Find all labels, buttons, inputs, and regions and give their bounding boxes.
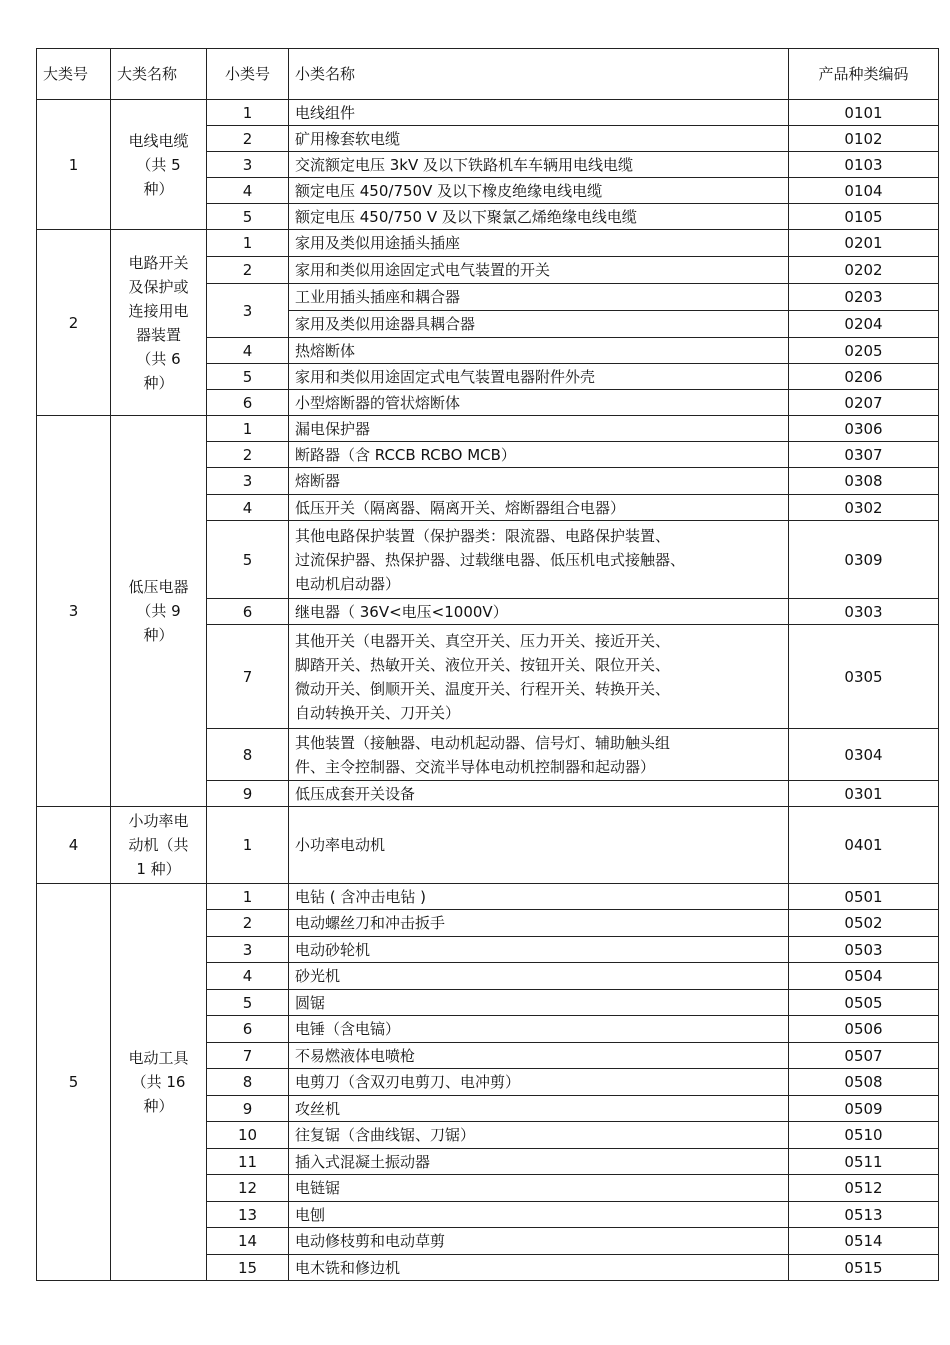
subcategory-number: 3 [207,468,289,495]
product-code: 0503 [789,937,939,963]
subcategory-number: 4 [207,338,289,364]
subcategory-number: 2 [207,126,289,152]
product-code: 0206 [789,364,939,390]
product-code: 0305 [789,625,939,729]
category-name: 电动工具 （共 16 种） [111,884,207,1281]
header-cat-name: 大类名称 [111,49,207,100]
subcategory-name: 圆锯 [289,990,789,1016]
subcategory-number: 8 [207,729,289,781]
subcategory-name: 其他开关（电器开关、真空开关、压力开关、接近开关、 脚踏开关、热敏开关、液位开关、按钮开关、限位开关、 微动开关、倒顺开关、温度开关、行程开关、转换开关、 自动转换开关、刀开关） [289,625,789,729]
table-row [37,230,939,257]
subcategory-number: 4 [207,178,289,204]
subcategory-name: 攻丝机 [289,1096,789,1122]
product-code: 0304 [789,729,939,781]
subcategory-name: 小功率电动机 [289,807,789,884]
category-name: 电路开关 及保护或 连接用电 器装置 （共 6 种） [111,230,207,416]
subcategory-name: 低压成套开关设备 [289,781,789,807]
product-category-table [36,48,939,1281]
subcategory-number: 5 [207,364,289,390]
subcategory-number: 5 [207,521,289,599]
subcategory-name: 其他电路保护装置（保护器类：限流器、电路保护装置、 过流保护器、热保护器、过载继电器、低压机电式接触器、 电动机启动器） [289,521,789,599]
subcategory-name: 家用和类似用途固定式电气装置电器附件外壳 [289,364,789,390]
subcategory-name: 电刨 [289,1202,789,1228]
subcategory-name: 往复锯（含曲线锯、刀锯） [289,1122,789,1149]
subcategory-number: 4 [207,963,289,990]
subcategory-number: 11 [207,1149,289,1175]
subcategory-number: 2 [207,257,289,284]
table-row [37,100,939,126]
subcategory-name: 家用及类似用途器具耦合器 [289,311,789,338]
category-number: 5 [37,884,111,1281]
subcategory-number: 7 [207,1043,289,1069]
subcategory-name: 电锤（含电镐） [289,1016,789,1043]
subcategory-name: 家用及类似用途插头插座 [289,230,789,257]
category-name: 低压电器 （共 9 种） [111,416,207,807]
product-code: 0508 [789,1069,939,1096]
category-number: 2 [37,230,111,416]
subcategory-name: 电剪刀（含双刃电剪刀、电冲剪） [289,1069,789,1096]
product-code: 0302 [789,495,939,521]
table-row [37,884,939,910]
product-code: 0507 [789,1043,939,1069]
subcategory-number: 6 [207,599,289,625]
subcategory-number: 2 [207,442,289,468]
product-code: 0307 [789,442,939,468]
subcategory-number: 1 [207,807,289,884]
subcategory-name: 砂光机 [289,963,789,990]
subcategory-name: 电木铣和修边机 [289,1255,789,1281]
product-code: 0103 [789,152,939,178]
product-code: 0204 [789,311,939,338]
subcategory-name: 熔断器 [289,468,789,495]
product-code: 0506 [789,1016,939,1043]
header-sub-name: 小类名称 [289,49,789,100]
product-code: 0505 [789,990,939,1016]
subcategory-number: 2 [207,910,289,937]
subcategory-number: 6 [207,1016,289,1043]
product-code: 0201 [789,230,939,257]
subcategory-name: 断路器（含 RCCB RCBO MCB） [289,442,789,468]
category-number: 1 [37,100,111,230]
product-code: 0401 [789,807,939,884]
subcategory-number: 15 [207,1255,289,1281]
product-code: 0203 [789,284,939,311]
product-code: 0502 [789,910,939,937]
subcategory-name: 小型熔断器的管状熔断体 [289,390,789,416]
subcategory-name: 额定电压 450/750 V 及以下聚氯乙烯绝缘电线电缆 [289,204,789,230]
subcategory-name: 交流额定电压 3kV 及以下铁路机车车辆用电线电缆 [289,152,789,178]
subcategory-name: 电动螺丝刀和冲击扳手 [289,910,789,937]
subcategory-number: 9 [207,1096,289,1122]
product-code: 0513 [789,1202,939,1228]
subcategory-name: 电钻 ( 含冲击电钻 ) [289,884,789,910]
subcategory-name: 家用和类似用途固定式电气装置的开关 [289,257,789,284]
subcategory-name: 电动砂轮机 [289,937,789,963]
subcategory-name: 电动修枝剪和电动草剪 [289,1228,789,1255]
subcategory-number: 3 [207,284,289,338]
subcategory-number: 4 [207,495,289,521]
subcategory-number: 1 [207,884,289,910]
subcategory-name: 电线组件 [289,100,789,126]
product-code: 0102 [789,126,939,152]
product-code: 0509 [789,1096,939,1122]
subcategory-number: 13 [207,1202,289,1228]
subcategory-number: 10 [207,1122,289,1149]
header-sub-no: 小类号 [207,49,289,100]
product-code: 0309 [789,521,939,599]
product-code: 0308 [789,468,939,495]
category-number: 3 [37,416,111,807]
subcategory-number: 6 [207,390,289,416]
category-name: 电线电缆 （共 5 种） [111,100,207,230]
subcategory-name: 不易燃液体电喷枪 [289,1043,789,1069]
product-code: 0207 [789,390,939,416]
header-cat-no: 大类号 [37,49,111,100]
product-code: 0202 [789,257,939,284]
product-code: 0515 [789,1255,939,1281]
subcategory-number: 8 [207,1069,289,1096]
product-code: 0105 [789,204,939,230]
subcategory-name: 工业用插头插座和耦合器 [289,284,789,311]
header-row [37,49,939,100]
product-code: 0510 [789,1122,939,1149]
product-code: 0306 [789,416,939,442]
product-code: 0303 [789,599,939,625]
subcategory-name: 漏电保护器 [289,416,789,442]
subcategory-name: 热熔断体 [289,338,789,364]
subcategory-number: 12 [207,1175,289,1202]
table-row [37,807,939,884]
subcategory-name: 其他装置（接触器、电动机起动器、信号灯、辅助触头组 件、主令控制器、交流半导体电动机控制器和起动器） [289,729,789,781]
header-code: 产品种类编码 [789,49,939,100]
product-code: 0511 [789,1149,939,1175]
product-code: 0104 [789,178,939,204]
product-code: 0205 [789,338,939,364]
subcategory-name: 插入式混凝土振动器 [289,1149,789,1175]
subcategory-number: 1 [207,416,289,442]
subcategory-number: 9 [207,781,289,807]
subcategory-number: 1 [207,100,289,126]
subcategory-name: 矿用橡套软电缆 [289,126,789,152]
product-code: 0504 [789,963,939,990]
subcategory-name: 继电器（ 36V<电压<1000V） [289,599,789,625]
subcategory-number: 7 [207,625,289,729]
product-code: 0101 [789,100,939,126]
subcategory-name: 电链锯 [289,1175,789,1202]
product-code: 0501 [789,884,939,910]
product-code: 0514 [789,1228,939,1255]
subcategory-number: 3 [207,937,289,963]
category-name: 小功率电 动机（共 1 种） [111,807,207,884]
table-body [37,100,939,1281]
subcategory-name: 低压开关（隔离器、隔离开关、熔断器组合电器） [289,495,789,521]
category-number: 4 [37,807,111,884]
subcategory-number: 5 [207,990,289,1016]
subcategory-number: 5 [207,204,289,230]
table-header [37,49,939,100]
product-code: 0301 [789,781,939,807]
subcategory-number: 14 [207,1228,289,1255]
product-code: 0512 [789,1175,939,1202]
subcategory-number: 1 [207,230,289,257]
subcategory-name: 额定电压 450/750V 及以下橡皮绝缘电线电缆 [289,178,789,204]
subcategory-number: 3 [207,152,289,178]
table-row [37,416,939,442]
